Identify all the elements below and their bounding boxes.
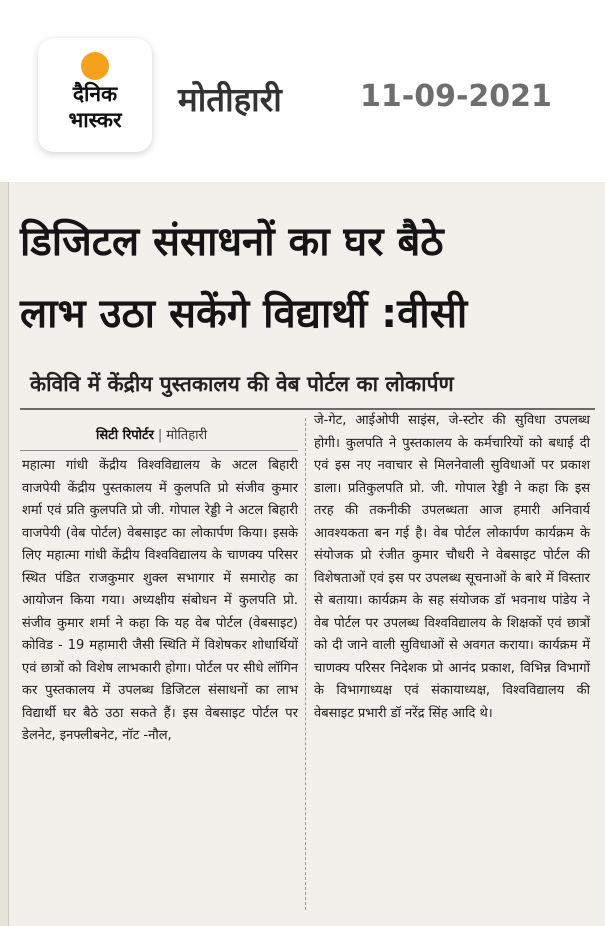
logo-text-line1: दैनिक (72, 82, 118, 106)
byline-location: मोतिहारी (166, 428, 208, 443)
edition-city: मोतीहारी (178, 80, 282, 119)
sun-icon (81, 52, 109, 80)
article-body-right-column: जे-गेट, आईओपी साइंस, जे-स्टोर की सुविधा उपलब्ध होगी। कुलपति ने पुस्तकालय के कर्मचारियों को बधाई दी एवं इस नए नवाचार से मिलनेवाली सुविधाओं पर प्रकाश डाला। प्रतिकुलपति प्रो. जी. गोपाल रेड्डी ने कहा कि इस तरह की तकनीकी उपलब्धता आज हमारी अनिवार्य आवश्यकता बन गई है। वेब पोर्टल लोकार्पण कार्यक्रम के संयोजक प्रो रंजीत कुमार चौधरी ने वेबसाइट पोर्टल की विशेषताओं एवं इस पर उपलब्ध सूचनाओं के बारे में विस्तार से बताया। कार्यक्रम के सह संयोजक डॉ भवनाथ पांडेय ने वेब पोर्टल पर उपलब्ध विश्वविद्यालय के शिक्षकों एवं छात्रों को दी जाने वाली सुविधाओं से अवगत कराया। कार्यक्रम में चाणक्य परिसर निदेशक प्रो आनंद प्रकाश, विभिन्न विभागों के विभागाध्यक्ष एवं संकायाध्यक्ष, विश्वविद्यालय की वेबसाइट प्रभारी डॉ नरेंद्र सिंह आदि थे। (314, 413, 590, 721)
dainik-bhaskar-logo (38, 38, 152, 152)
byline-divider (20, 450, 298, 451)
byline (96, 425, 207, 443)
byline-separator: | (157, 428, 163, 443)
byline-reporter: सिटी रिपोर्टर (96, 428, 154, 443)
subheadline: केविवि में केंद्रीय पुस्तकालय की वेब पोर्टल का लोकार्पण (30, 372, 454, 396)
edition-date: 11-09-2021 (360, 79, 552, 114)
logo-text-line2: भास्कर (68, 108, 122, 132)
headline-line-1: डिजिटल संसाधनों का घर बैठे (20, 219, 444, 265)
article-body-left-column: महात्मा गांधी केंद्रीय विश्वविद्यालय के अटल बिहारी वाजपेयी केंद्रीय पुस्तकालय में कुलपति प्रो संजीव कुमार शर्मा एवं प्रति कुलपति प्रो जी. गोपाल रेड्डी ने अटल बिहारी वाजपेयी (वेब पोर्टल) वेबसाइट का लोकार्पण किया। इसके लिए महात्मा गांधी केंद्रीय विश्वविद्यालय के चाणक्य परिसर स्थित पंडित राजकुमार शुक्ल सभागार में समारोह का आयोजन किया गया। अध्यक्षीय संबोधन में कुलपति प्रो. संजीव कुमार शर्मा ने कहा कि यह वेब पोर्टल (वेबसाइट) कोविड - 19 महामारी जैसी स्थिति में विशेषकर शोधार्थियों एवं छात्रों को विशेष लाभकारी होगा। पोर्टल पर सीधे लॉगिन कर पुस्तकालय में उपलब्ध डिजिटल संसाधनों का लाभ विद्यार्थी घर बैठे उठा सकते हैं। इस वेबसाइट पोर्टल पर डेलनेट, इनफ्लीबनेट, नॉट -नौल, (22, 458, 298, 743)
clipping-header (0, 0, 605, 182)
column-divider (305, 418, 307, 910)
paper-fold-edge (0, 182, 9, 926)
headline-line-2: लाभ उठा सकेंगे विद्यार्थी :वीसी (20, 291, 468, 337)
